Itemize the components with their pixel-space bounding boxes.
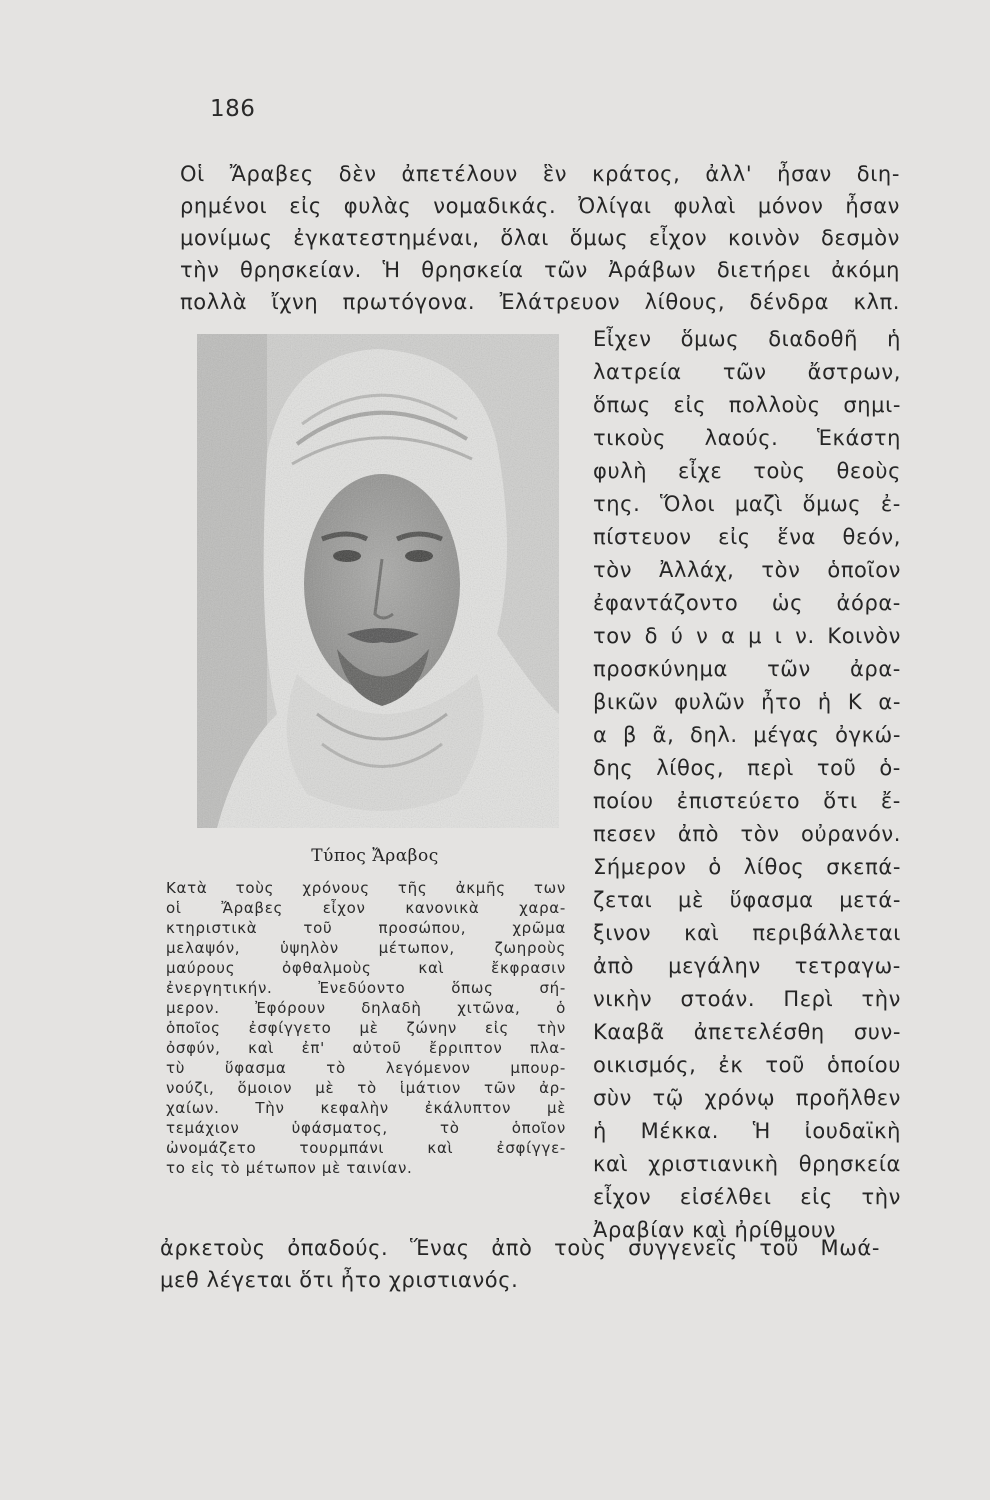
caption-line: ἐνεργητικήν. Ἐνεδύοντο ὅπως σή- <box>166 979 566 997</box>
text-line: Οἱ Ἄραβες δὲν ἀπετέλουν ἓν κράτος, ἀλλ' ἦσαν διη- <box>180 162 900 186</box>
text-line: πίστευον εἰς ἕνα θεόν, <box>593 525 901 549</box>
text-line: εἶχον εἰσέλθει εἰς τὴν <box>593 1185 901 1209</box>
text-line: καὶ χριστιανικὴ θρησκεία <box>593 1152 901 1176</box>
caption-line: ὁποῖος ἐσφίγγετο μὲ ζώνην εἰς τὴν <box>166 1019 566 1037</box>
text-line: σὺν τῷ χρόνῳ προῆλθεν <box>593 1086 901 1110</box>
text-line: ἐφαντάζοντο ὡς ἀόρα- <box>593 591 901 615</box>
caption-line: τὺ ὕφασμα τὸ λεγόμενον μπουρ- <box>166 1059 566 1077</box>
text-line: Εἶχεν ὅμως διαδοθῆ ἡ <box>593 327 901 351</box>
caption-line: Κατὰ τοὺς χρόνους τῆς ἀκμῆς των <box>166 879 566 897</box>
portrait-photo <box>197 334 559 828</box>
text-line: προσκύνημα τῶν ἀρα- <box>593 657 901 681</box>
caption-line: μαύρους ὀφθαλμοὺς καὶ ἔκφρασιν <box>166 959 566 977</box>
text-line: ξινον καὶ περιβάλλεται <box>593 921 901 945</box>
text-line: μονίμως ἐγκατεστημέναι, ὅλαι ὅμως εἶχον κοινὸν δεσμὸν <box>180 226 900 250</box>
text-line: τὴν θρησκείαν. Ἡ θρησκεία τῶν Ἀράβων διετήρει ἀκόμη <box>180 258 900 282</box>
text-line: οικισμός, ἐκ τοῦ ὁποίου <box>593 1053 901 1077</box>
text-line: πολλὰ ἴχνη πρωτόγονα. Ἐλάτρευον λίθους, δένδρα κλπ. <box>180 290 900 314</box>
text-line: ζεται μὲ ὕφασμα μετά- <box>593 888 901 912</box>
text-line: ρημένοι εἰς φυλὰς νομαδικάς. Ὀλίγαι φυλαὶ μόνον ἦσαν <box>180 194 900 218</box>
caption-line: τεμάχιον ὑφάσματος, τὸ ὁποῖον <box>166 1119 566 1137</box>
text-line: λατρεία τῶν ἄστρων, <box>593 360 901 384</box>
caption-line: χαίων. Τὴν κεφαλὴν ἐκάλυπτον μὲ <box>166 1099 566 1117</box>
text-line: τον δ ύ ν α μ ι ν. Κοινὸν <box>593 624 901 648</box>
text-line: Κααβᾶ ἀπετελέσθη συν- <box>593 1020 901 1044</box>
caption-line: οἱ Ἄραβες εἶχον κανονικὰ χαρα- <box>166 899 566 917</box>
text-line: ποίου ἐπιστεύετο ὅτι ἔ- <box>593 789 901 813</box>
text-line: πεσεν ἀπὸ τὸν οὐρανόν. <box>593 822 901 846</box>
page-number: 186 <box>210 96 256 122</box>
text-line: νικὴν στοάν. Περὶ τὴν <box>593 987 901 1011</box>
text-line: φυλὴ εἶχε τοὺς θεοὺς <box>593 459 901 483</box>
caption-line: ὀσφύν, καὶ ἐπ' αὐτοῦ ἔρριπτον πλα- <box>166 1039 566 1057</box>
caption-line: κτηριστικὰ τοῦ προσώπου, χρῶμα <box>166 919 566 937</box>
text-line: δης λίθος, περὶ τοῦ ὁ- <box>593 756 901 780</box>
text-line: ἀπὸ μεγάλην τετραγω- <box>593 954 901 978</box>
caption-line: ὠνομάζετο τουρμπάνι καὶ ἐσφίγγε- <box>166 1139 566 1157</box>
text-line: ὅπως εἰς πολλοὺς σημι- <box>593 393 901 417</box>
caption-line: το εἰς τὸ μέτωπον μὲ ταινίαν. <box>166 1159 413 1177</box>
text-line: ἡ Μέκκα. Ἡ ἰουδαϊκὴ <box>593 1119 901 1143</box>
text-line: μεθ λέγεται ὅτι ἦτο χριστιανός. <box>160 1268 519 1292</box>
text-line: ἀρκετοὺς ὀπαδούς. Ἕνας ἀπὸ τοὺς συγγενεῖς τοῦ Μωά- <box>160 1236 880 1260</box>
text-line: α β ᾶ, δηλ. μέγας ὀγκώ- <box>593 723 901 747</box>
text-line: της. Ὅλοι μαζὶ ὅμως ἐ- <box>593 492 901 516</box>
text-line: Σήμερον ὁ λίθος σκεπά- <box>593 855 901 879</box>
text-line: Ἀραβίαν καὶ ἠρίθμουν <box>593 1218 836 1242</box>
caption-line: νούζι, ὅμοιον μὲ τὸ ἱμάτιον τῶν ἀρ- <box>166 1079 566 1097</box>
caption-line: μελαψόν, ὑψηλὸν μέτωπον, ζωηροὺς <box>166 939 566 957</box>
text-line: τικοὺς λαούς. Ἑκάστη <box>593 426 901 450</box>
text-line: βικῶν φυλῶν ἦτο ἡ Κ α- <box>593 690 901 714</box>
text-line: τὸν Ἀλλάχ, τὸν ὁποῖον <box>593 558 901 582</box>
caption-title: Τύπος Ἄραβος <box>311 846 439 866</box>
caption-line: μερον. Ἐφόρουν δηλαδὴ χιτῶνα, ὁ <box>166 999 566 1017</box>
